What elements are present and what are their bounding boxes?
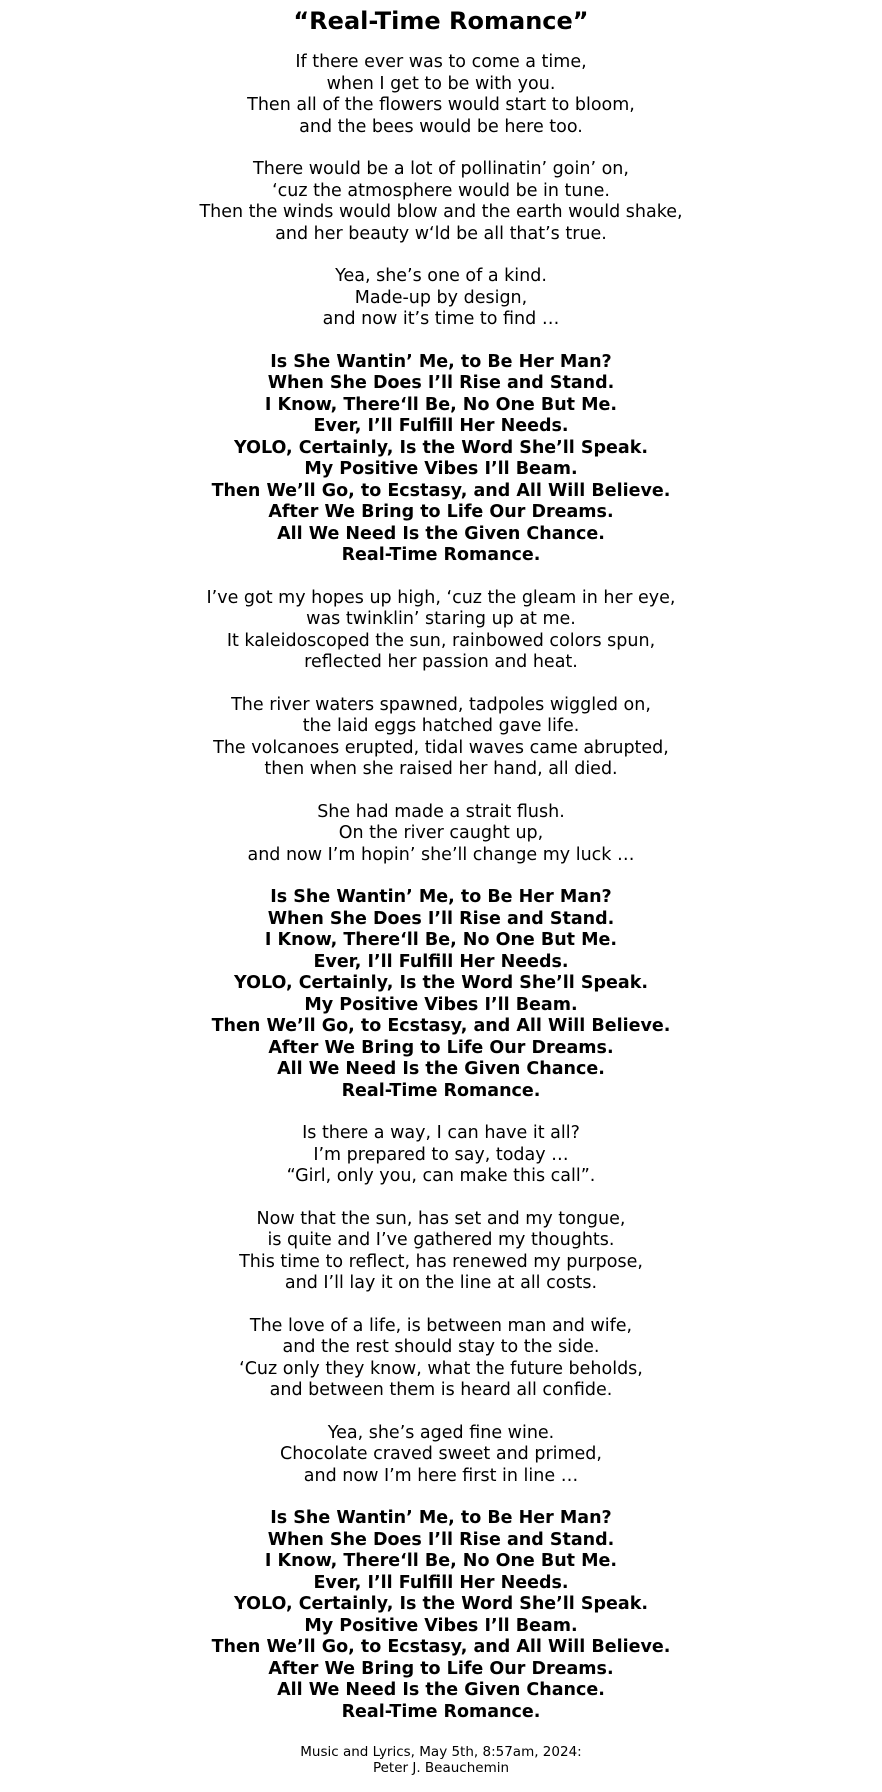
chorus-line: My Positive Vibes I’ll Beam. bbox=[304, 459, 578, 479]
verse-line: was twinklin’ staring up at me. bbox=[306, 609, 576, 629]
verse-line: This time to reflect, has renewed my purpose, bbox=[239, 1251, 643, 1272]
chorus-line: When She Does I’ll Rise and Stand. bbox=[267, 908, 615, 929]
verse-line: If there ever was to come a time, bbox=[295, 52, 587, 72]
chorus-line: YOLO, Certainly, Is the Word She’ll Speak. bbox=[234, 973, 648, 993]
chorus-line: YOLO, Certainly, Is the Word She’ll Speak. bbox=[234, 1594, 648, 1614]
verse-line: Yea, she’s aged fine wine. bbox=[327, 1422, 555, 1443]
stanza-list bbox=[0, 52, 882, 1723]
chorus-line: Then We’ll Go, to Ecstasy, and All Will Believe. bbox=[211, 1016, 671, 1036]
verse-line: On the river caught up, bbox=[338, 823, 544, 843]
verse-line: and now I’m hopin’ she’ll change my luck … bbox=[247, 844, 635, 865]
chorus-line: When She Does I’ll Rise and Stand. bbox=[267, 1529, 615, 1550]
chorus-line: Real-Time Romance. bbox=[341, 1080, 541, 1101]
verse-line: It kaleidoscoped the sun, rainbowed colors spun, bbox=[226, 630, 656, 651]
verse-stanza bbox=[0, 1209, 882, 1295]
verse-stanza bbox=[0, 159, 882, 245]
chorus-line: Then We’ll Go, to Ecstasy, and All Will Believe. bbox=[211, 1637, 671, 1657]
verse-line: Is there a way, I can have it all? bbox=[302, 1123, 580, 1143]
verse-line: I’ve got my hopes up high, ‘cuz the gleam in her eye, bbox=[206, 587, 676, 608]
verse-line: and the rest should stay to the side. bbox=[282, 1337, 600, 1357]
verse-line: reflected her passion and heat. bbox=[304, 652, 578, 672]
chorus-line: All We Need Is the Given Chance. bbox=[277, 523, 605, 544]
verse-line: the laid eggs hatched gave life. bbox=[302, 716, 580, 736]
verse-line: Made-up by design, bbox=[354, 287, 528, 308]
verse-line: ‘cuz the atmosphere would be in tune. bbox=[272, 180, 610, 201]
chorus-line: My Positive Vibes I’ll Beam. bbox=[304, 1615, 578, 1636]
verse-line: There would be a lot of pollinatin’ goin’ on, bbox=[253, 159, 629, 179]
chorus-line: Is She Wantin’ Me, to Be Her Man? bbox=[270, 1508, 612, 1528]
verse-line: and I’ll lay it on the line at all costs. bbox=[284, 1273, 598, 1293]
verse-stanza bbox=[0, 52, 882, 138]
verse-line: “Girl, only you, can make this call”. bbox=[286, 1166, 596, 1186]
verse-line: She had made a strait flush. bbox=[317, 801, 565, 822]
chorus-line: I Know, There‘ll Be, No One But Me. bbox=[264, 930, 618, 950]
chorus-line: Ever, I’ll Fulfill Her Needs. bbox=[313, 416, 569, 436]
verse-stanza bbox=[0, 695, 882, 781]
verse-line: and her beauty w‘ld be all that’s true. bbox=[275, 223, 607, 244]
chorus-line: Ever, I’ll Fulfill Her Needs. bbox=[313, 951, 569, 972]
chorus-line: Ever, I’ll Fulfill Her Needs. bbox=[313, 1572, 569, 1593]
chorus-line: My Positive Vibes I’ll Beam. bbox=[304, 994, 578, 1015]
chorus-stanza bbox=[0, 352, 882, 567]
verse-line: The love of a life, is between man and wife, bbox=[249, 1315, 633, 1336]
chorus-line: When She Does I’ll Rise and Stand. bbox=[267, 373, 615, 393]
chorus-line: After We Bring to Life Our Dreams. bbox=[268, 502, 614, 522]
verse-line: Yea, she’s one of a kind. bbox=[335, 266, 547, 286]
verse-line: and now it’s time to find … bbox=[322, 309, 560, 329]
verse-line: and now I’m here first in line … bbox=[303, 1465, 579, 1486]
chorus-stanza bbox=[0, 1508, 882, 1723]
song-title: “Real-Time Romance” bbox=[293, 7, 589, 35]
verse-line: Then all of the flowers would start to bloom, bbox=[247, 95, 635, 115]
chorus-stanza bbox=[0, 887, 882, 1102]
verse-line: ‘Cuz only they know, what the future beholds, bbox=[239, 1358, 643, 1379]
chorus-line: Real-Time Romance. bbox=[341, 545, 541, 565]
verse-line: when I get to be with you. bbox=[326, 73, 556, 94]
author-name: Peter J. Beauchemin bbox=[372, 1760, 510, 1776]
verse-line: The volcanoes erupted, tidal waves came abrupted, bbox=[213, 737, 669, 758]
verse-line: then when she raised her hand, all died. bbox=[264, 759, 618, 779]
chorus-line: Real-Time Romance. bbox=[341, 1701, 541, 1722]
chorus-line: Is She Wantin’ Me, to Be Her Man? bbox=[270, 887, 612, 907]
verse-stanza bbox=[0, 1123, 882, 1188]
verse-line: and between them is heard all confide. bbox=[269, 1380, 613, 1400]
chorus-line: All We Need Is the Given Chance. bbox=[277, 1059, 605, 1079]
chorus-line: Is She Wantin’ Me, to Be Her Man? bbox=[270, 351, 612, 372]
verse-line: and the bees would be here too. bbox=[299, 116, 583, 137]
chorus-line: I Know, There‘ll Be, No One But Me. bbox=[264, 1551, 618, 1571]
verse-line: The river waters spawned, tadpoles wiggled on, bbox=[231, 694, 651, 715]
chorus-line: I Know, There‘ll Be, No One But Me. bbox=[264, 394, 618, 415]
verse-line: I’m prepared to say, today … bbox=[313, 1144, 569, 1165]
verse-stanza bbox=[0, 802, 882, 867]
verse-line: is quite and I’ve gathered my thoughts. bbox=[267, 1230, 615, 1250]
verse-stanza bbox=[0, 1316, 882, 1402]
verse-stanza bbox=[0, 588, 882, 674]
verse-stanza bbox=[0, 1423, 882, 1488]
chorus-line: After We Bring to Life Our Dreams. bbox=[268, 1037, 614, 1058]
verse-stanza bbox=[0, 266, 882, 331]
chorus-line: After We Bring to Life Our Dreams. bbox=[268, 1658, 614, 1679]
chorus-line: YOLO, Certainly, Is the Word She’ll Speak. bbox=[234, 437, 648, 458]
verse-line: Chocolate craved sweet and primed, bbox=[280, 1444, 602, 1464]
verse-line: Then the winds would blow and the earth would shake, bbox=[199, 202, 683, 222]
verse-line: Now that the sun, has set and my tongue, bbox=[256, 1208, 626, 1229]
credits-footer bbox=[0, 1744, 882, 1776]
chorus-line: Then We’ll Go, to Ecstasy, and All Will Believe. bbox=[211, 480, 671, 501]
chorus-line: All We Need Is the Given Chance. bbox=[277, 1680, 605, 1700]
credit-line: Music and Lyrics, May 5th, 8:57am, 2024: bbox=[300, 1744, 582, 1760]
